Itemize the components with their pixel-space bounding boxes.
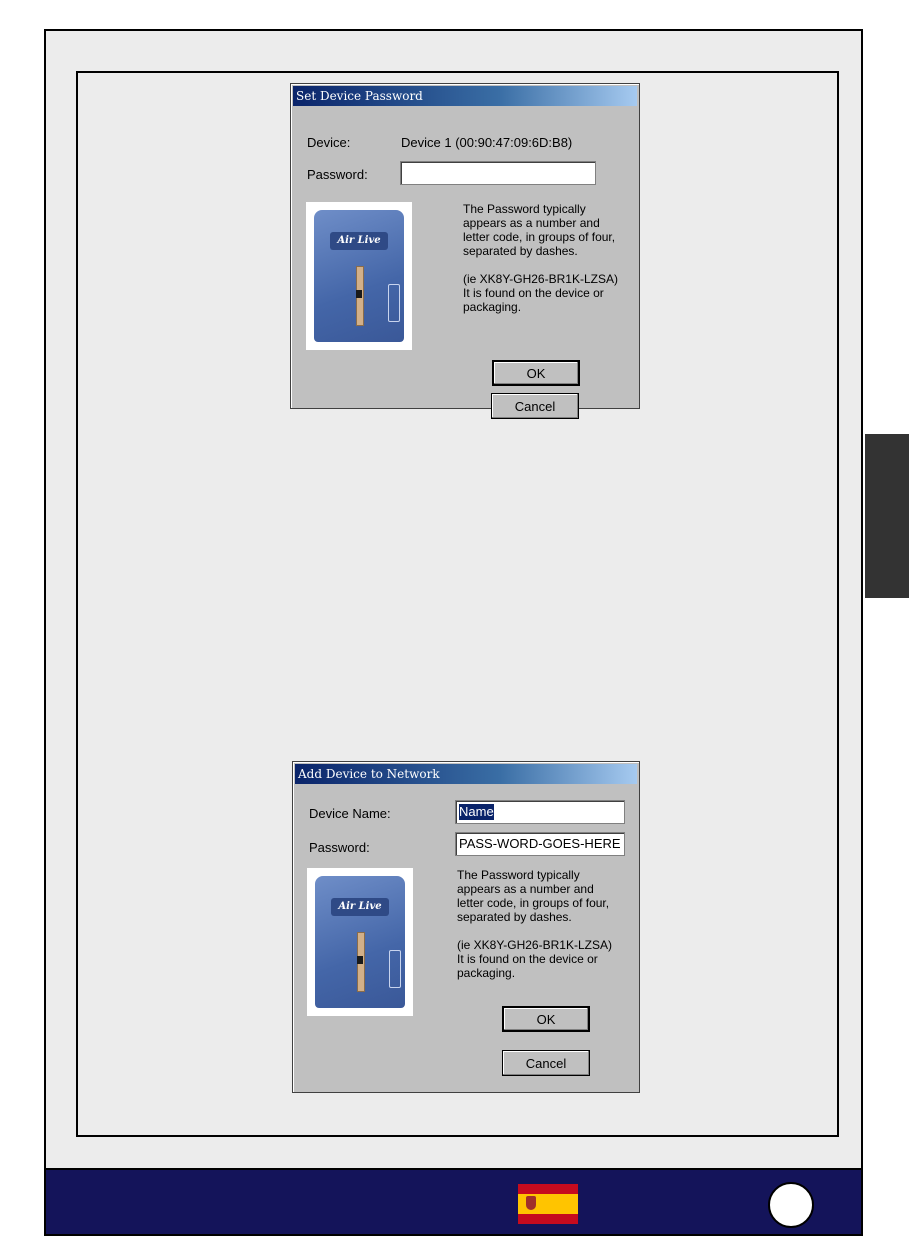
dialog-title: Add Device to Network [295, 764, 637, 784]
device-name-value: Name [459, 804, 494, 819]
device-body [314, 210, 404, 342]
airlive-logo: Air Live [331, 898, 389, 916]
device-image [306, 202, 412, 350]
password-label: Password: [307, 167, 368, 182]
device-name-input[interactable] [455, 800, 625, 824]
device-side-label [389, 950, 401, 988]
spain-flag-icon [518, 1184, 578, 1224]
airlive-logo: Air Live [330, 232, 388, 250]
coat-of-arms-icon [526, 1196, 536, 1210]
device-led [356, 290, 362, 298]
add-device-dialog [292, 761, 640, 1093]
password-value: PASS-WORD-GOES-HERE [459, 836, 621, 851]
page-number-circle [768, 1182, 814, 1228]
ok-button[interactable]: OK [502, 1006, 590, 1032]
device-image [307, 868, 413, 1016]
side-tab [865, 434, 909, 598]
dialog-title: Set Device Password [293, 86, 637, 106]
set-device-password-dialog [290, 83, 640, 409]
device-body [315, 876, 405, 1008]
device-side-label [388, 284, 400, 322]
password-label: Password: [309, 840, 370, 855]
device-name-label: Device Name: [309, 806, 391, 821]
cancel-button-1[interactable]: Cancel [491, 393, 579, 419]
device-led [357, 956, 363, 964]
content-panel [76, 71, 839, 1137]
device-label: Device: [307, 135, 351, 150]
device-value: Device 1 (00:90:47:09:6D:B8) [401, 135, 573, 150]
password-input[interactable] [400, 161, 596, 185]
page-frame [44, 29, 863, 1236]
ok-button[interactable]: OK [492, 360, 580, 386]
password-input[interactable] [455, 832, 625, 856]
password-help-text: The Password typically appears as a number and letter code, in groups of four, separated by dashes. (ie XK8Y-GH26-BR1K-LZSA) It is found on the device or packaging. [463, 202, 618, 314]
footer-bar [46, 1168, 861, 1234]
password-help-text: The Password typically appears as a number and letter code, in groups of four, separated by dashes. (ie XK8Y-GH26-BR1K-LZSA) It is found on the device or packaging. [457, 868, 612, 980]
cancel-button[interactable]: Cancel [502, 1050, 590, 1076]
